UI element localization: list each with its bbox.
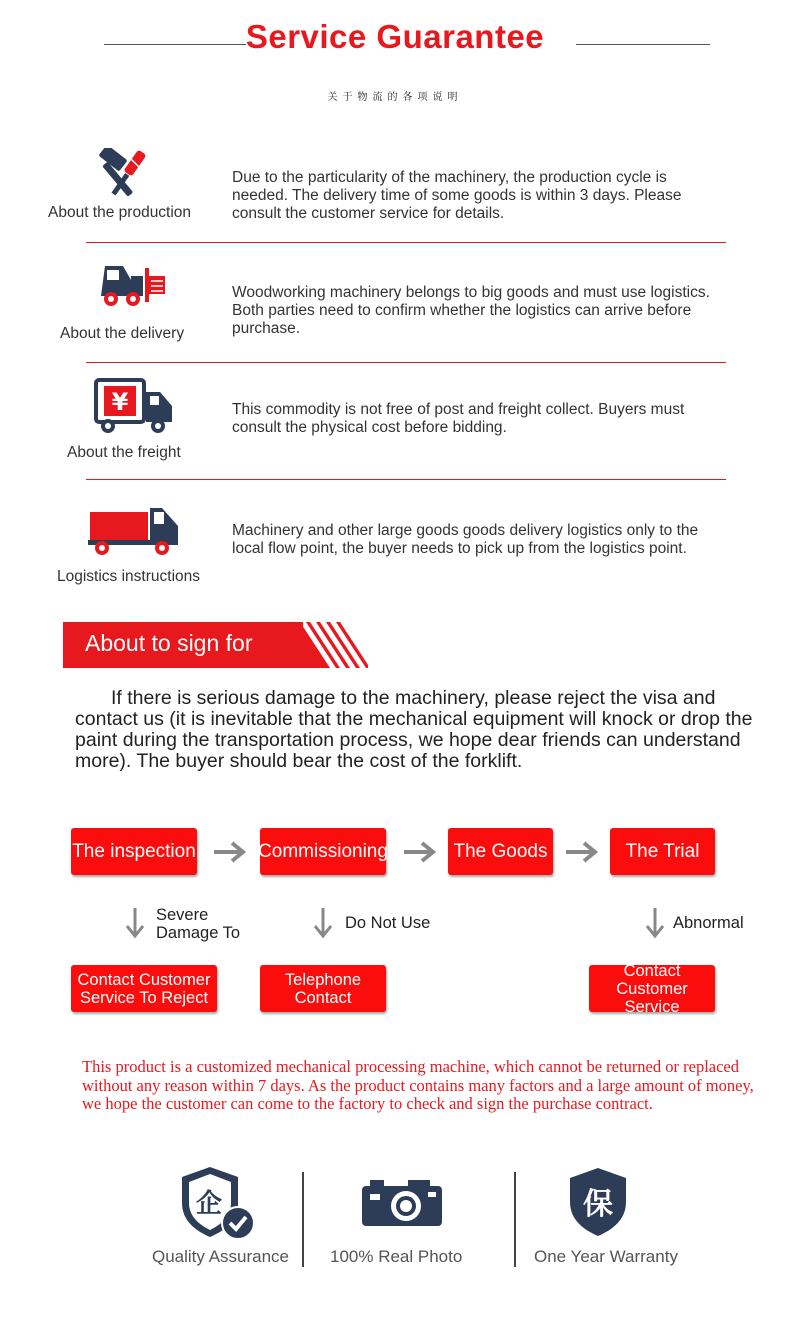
flow-note-do-not-use: Do Not Use: [345, 914, 431, 932]
flow-action-customer-service: Contact Customer Service: [589, 965, 715, 1012]
sign-section-title: About to sign for: [85, 630, 253, 656]
freight-truck-yuan-icon: [94, 378, 174, 436]
badge-label-warranty: One Year Warranty: [534, 1247, 678, 1266]
service-divider: [86, 479, 726, 480]
flow-step-commissioning: Commissioning: [260, 828, 386, 875]
hammer-screwdriver-icon: [96, 148, 152, 200]
sign-paragraph: If there is serious damage to the machinery, please reject the visa and contact us (it is inevitable that the mechanical equipment will knock or drop the paint during the transportation process, we hope dear friends can understand more). The buyer should bear the cost of the forklift.: [75, 687, 753, 772]
arrow-right-icon: [402, 840, 438, 864]
svg-text:保: 保: [583, 1187, 613, 1222]
service-desc-logistics: Machinery and other large goods goods delivery logistics only to the local flow point, the buyer needs to pick up from the logistics point.: [232, 522, 699, 557]
flow-step-trial: The Trial: [610, 828, 715, 875]
badge-label-quality: Quality Assurance: [152, 1247, 290, 1266]
svg-text:企: 企: [195, 1189, 223, 1219]
arrow-down-icon: [124, 906, 146, 940]
camera-icon: [362, 1178, 442, 1226]
warranty-shield-icon: [568, 1166, 628, 1238]
arrow-right-icon: [564, 840, 600, 864]
badge-divider: [302, 1172, 304, 1267]
arrow-down-icon: [644, 906, 666, 940]
sign-banner-stripes: [284, 622, 368, 668]
service-desc-delivery: Woodworking machinery belongs to big goods and must use logistics. Both parties need to confirm whether the logistics can arrive before purchase.: [232, 284, 710, 337]
arrow-down-icon: [312, 906, 334, 940]
service-label-freight: About the freight: [67, 444, 181, 461]
service-label-logistics: Logistics instructions: [57, 568, 201, 585]
flow-note-severe-damage: Severe Damage To: [156, 906, 241, 942]
page-subtitle: 关于物流的各项说明: [327, 92, 463, 103]
svg-text:¥: ¥: [111, 388, 129, 416]
service-label-delivery: About the delivery: [60, 325, 185, 342]
arrow-right-icon: [212, 840, 248, 864]
flow-note-abnormal: Abnormal: [673, 914, 744, 932]
service-desc-freight: This commodity is not free of post and freight collect. Buyers must consult the physical cost before bidding.: [232, 401, 685, 436]
shield-check-icon: [178, 1165, 256, 1241]
badge-label-real-photo: 100% Real Photo: [330, 1247, 463, 1266]
header-line-right: [576, 44, 710, 45]
forklift-icon: [99, 262, 167, 308]
flow-action-telephone: Telephone Contact: [260, 965, 386, 1012]
service-label-production: About the production: [48, 204, 192, 221]
service-divider: [86, 242, 726, 243]
flow-step-inspection: The inspection: [71, 828, 197, 875]
flow-action-reject: Contact Customer Service To Reject: [71, 965, 217, 1012]
logistics-truck-icon: [86, 504, 182, 556]
return-policy-notice: This product is a customized mechanical processing machine, which cannot be returned or replaced without any reason within 7 days. As the product contains many factors and a large amount of money, we hope the customer can come to the factory to check and sign the purchase contract.: [82, 1057, 754, 1113]
service-divider: [86, 362, 726, 363]
flow-step-goods: The Goods: [448, 828, 553, 875]
badge-divider: [514, 1172, 516, 1267]
page-title: Service Guarantee: [245, 18, 545, 55]
service-desc-production: Due to the particularity of the machinery, the production cycle is needed. The delivery time of some goods is within 3 days. Please consult the customer service for details.: [232, 169, 682, 222]
